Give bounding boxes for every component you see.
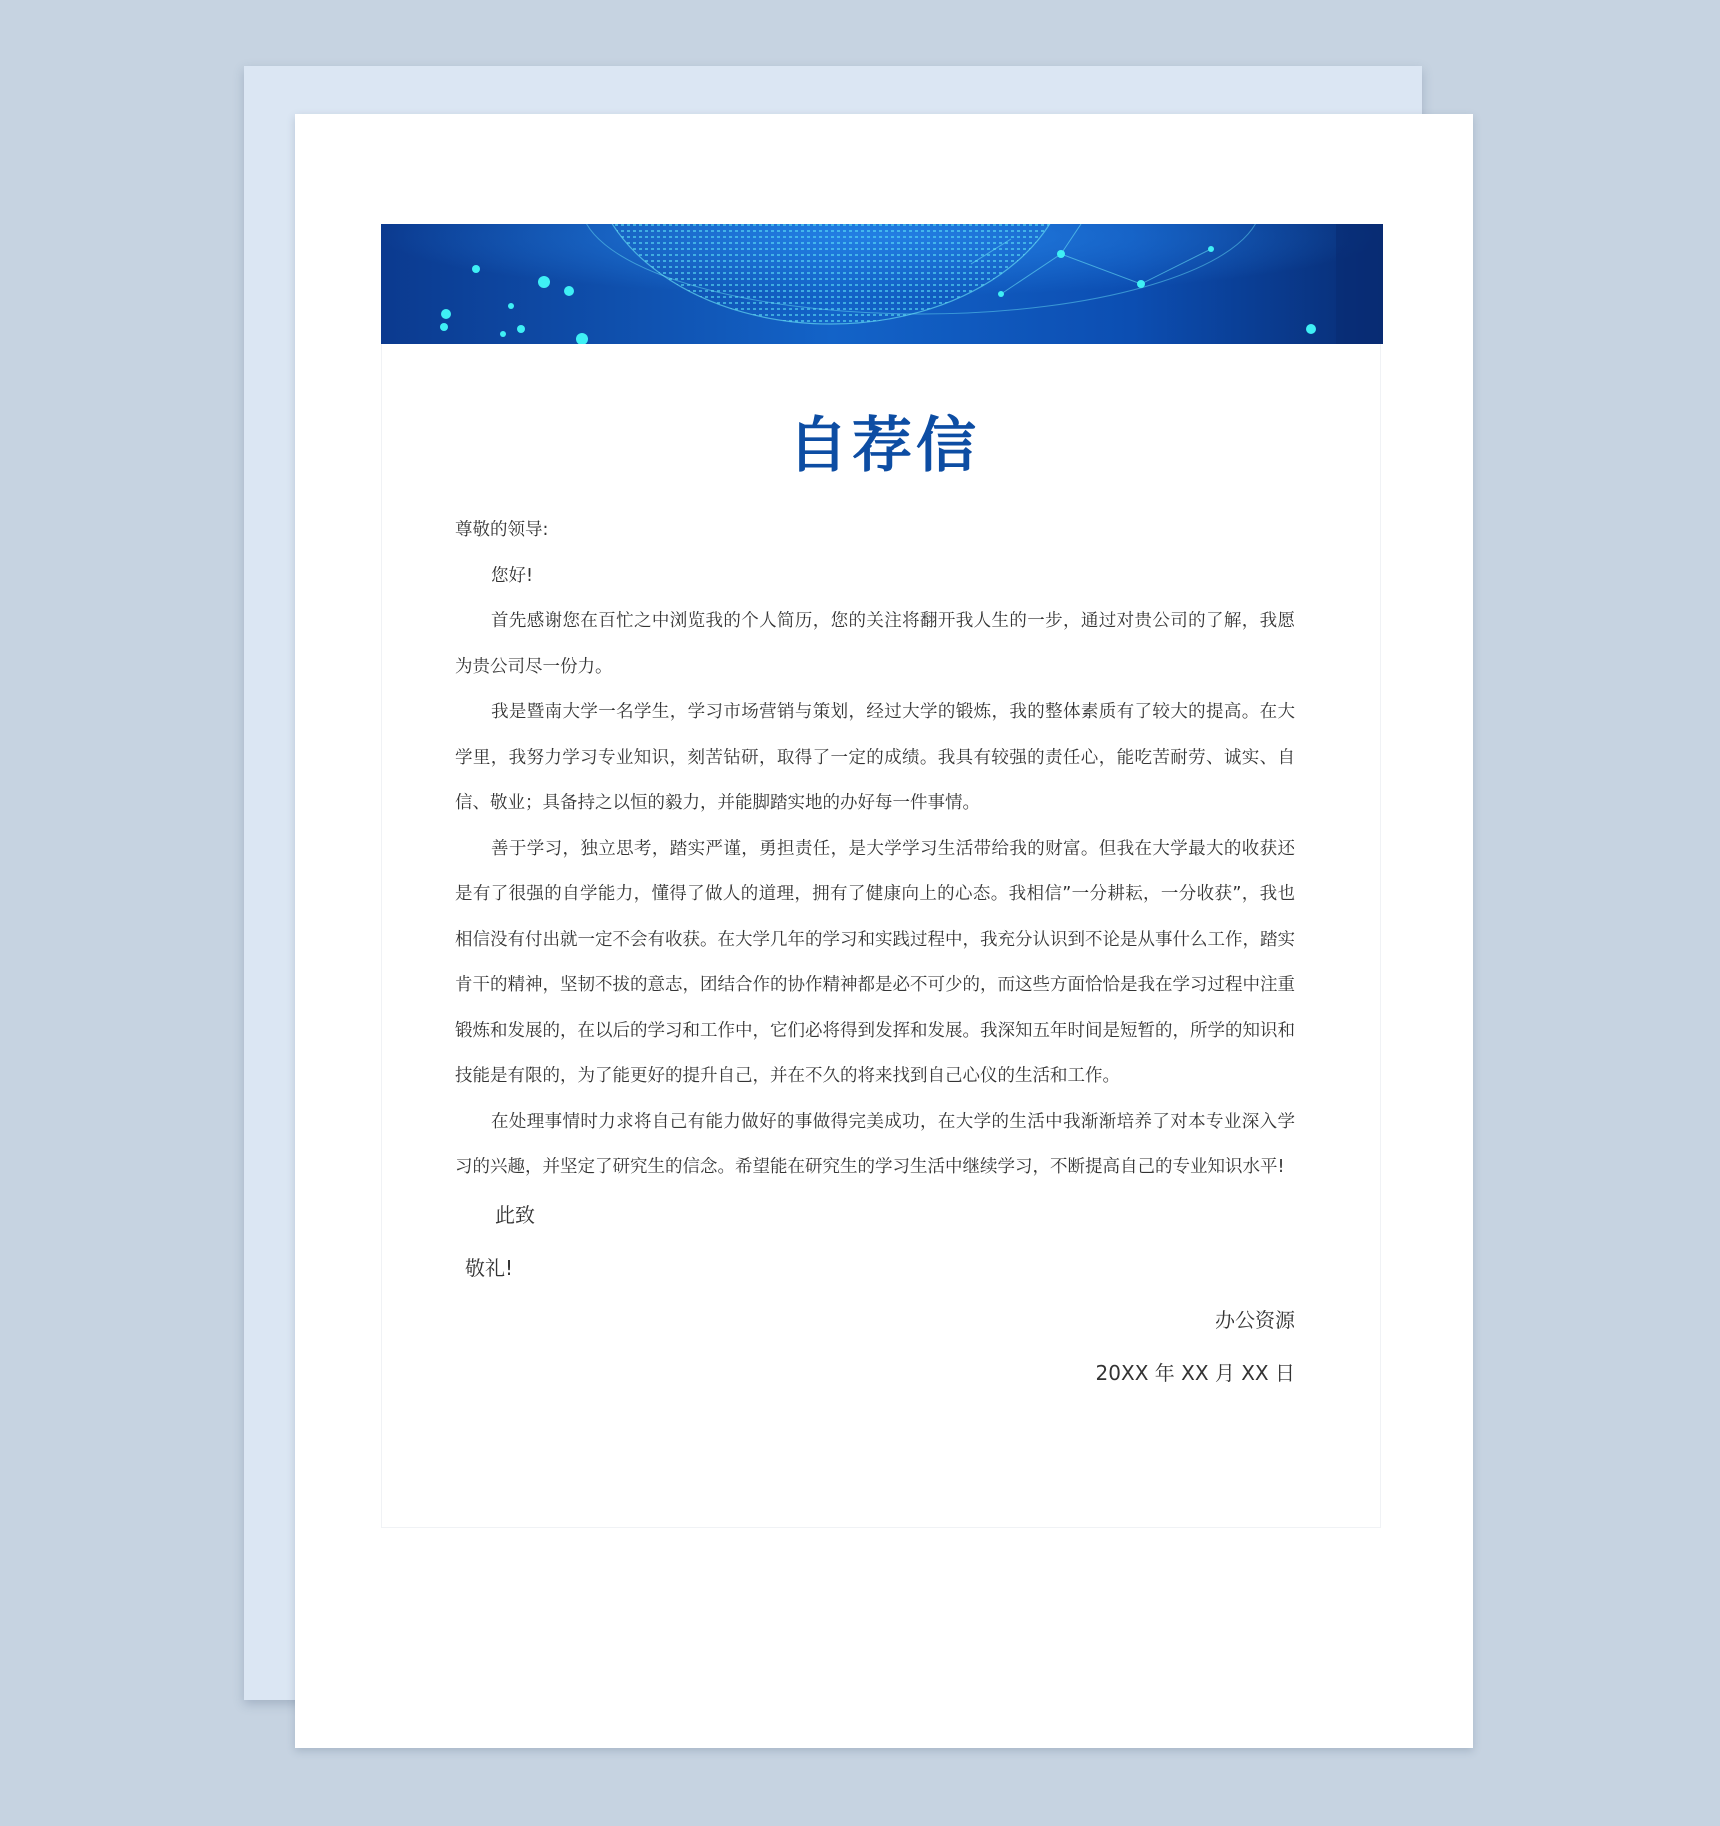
paragraph-1: 首先感谢您在百忙之中浏览我的个人简历，您的关注将翻开我人生的一步，通过对贵公司的了解，我愿为贵公司尽一份力。	[455, 611, 1295, 677]
letter-body	[455, 508, 1295, 1191]
salutation: 尊敬的领导:	[455, 520, 549, 540]
header-banner	[381, 224, 1383, 344]
paragraph-4: 在处理事情时力求将自己有能力做好的事做得完美成功，在大学的生活中我渐渐培养了对本专业深入学习的兴趣，并坚定了研究生的信念。希望能在研究生的学习生活中继续学习，不断提高自己的专业知识水平!	[455, 1111, 1295, 1177]
date: 20XX 年 XX 月 XX 日	[1095, 1361, 1295, 1385]
tech-globe-banner-image	[381, 224, 1383, 344]
paragraph-2: 我是暨南大学一名学生，学习市场营销与策划，经过大学的锻炼，我的整体素质有了较大的提高。在大学里，我努力学习专业知识，刻苦钻研，取得了一定的成绩。我具有较强的责任心，能吃苦耐劳、诚实、自信、敬业；具备持之以恒的毅力，并能脚踏实地的办好每一件事情。	[455, 702, 1295, 813]
closing-cizhi: 此致	[495, 1203, 535, 1227]
letter-page	[295, 114, 1473, 1748]
signature: 办公资源	[1215, 1308, 1295, 1332]
greeting: 您好!	[491, 565, 534, 586]
paragraph-3: 善于学习，独立思考，踏实严谨，勇担责任，是大学学习生活带给我的财富。但我在大学最大的收获还是有了很强的自学能力，懂得了做人的道理，拥有了健康向上的心态。我相信”一分耕耘，一分收获”，我也相信没有付出就一定不会有收获。在大学几年的学习和实践过程中，我充分认识到不论是从事什么工作，踏实肯干的精神，坚韧不拔的意志，团结合作的协作精神都是必不可少的，而这些方面恰恰是我在学习过程中注重锻炼和发展的，在以后的学习和工作中，它们必将得到发挥和发展。我深知五年时间是短暂的，所学的知识和技能是有限的，为了能更好的提升自己，并在不久的将来找到自己心仪的生活和工作。	[455, 838, 1295, 1086]
closing-jingli: 敬礼!	[465, 1256, 514, 1280]
document-title: 自荐信	[788, 411, 980, 481]
